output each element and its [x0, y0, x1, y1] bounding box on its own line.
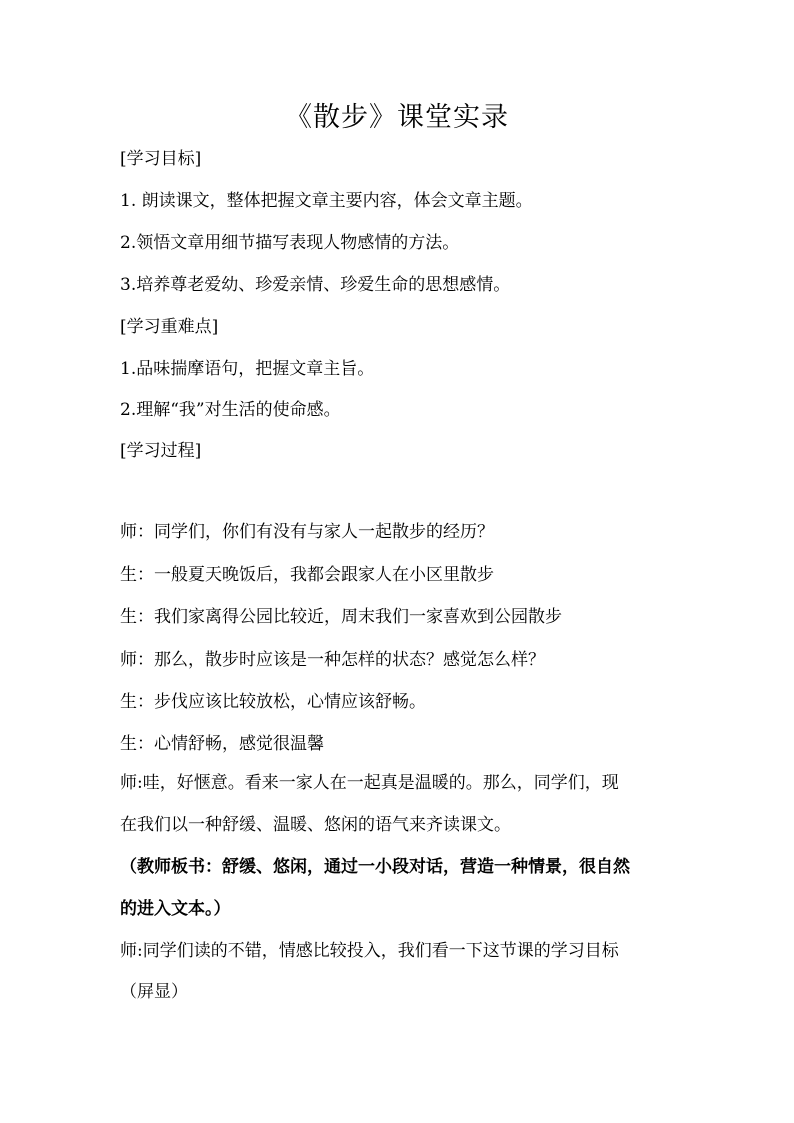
dialogue-line-2: 生：一般夏天晚饭后，我都会跟家人在小区里散步 [120, 565, 494, 585]
dialogue-line-8: 在我们以一种舒缓、温暖、悠闲的语气来齐读课文。 [120, 815, 511, 835]
objective-item-2: 2.领悟文章用细节描写表现人物感情的方法。 [120, 233, 460, 253]
dialogue-line-3: 生：我们家离得公园比较近，周末我们一家喜欢到公园散步 [120, 607, 562, 627]
key-points-heading: [学习重难点] [120, 317, 219, 337]
dialogue-line-4: 师：那么，散步时应该是一种怎样的状态？感觉怎么样？ [120, 650, 545, 670]
teacher-note-line-2: 的进入文本。） [120, 899, 231, 919]
dialogue-line-10: （屏显） [120, 982, 188, 1002]
objectives-heading: [学习目标] [120, 149, 202, 169]
objective-item-1: 1. 朗读课文，整体把握文章主要内容，体会文章主题。 [120, 191, 533, 211]
page-title: 《散步》课堂实录 [285, 102, 509, 133]
dialogue-line-5: 生：步伐应该比较放松，心情应该舒畅。 [120, 692, 426, 712]
objective-item-3: 3.培养尊老爱幼、珍爱亲情、珍爱生命的思想感情。 [120, 275, 511, 295]
teacher-note-line-1: （教师板书：舒缓、悠闲，通过一小段对话，营造一种情景，很自然 [120, 857, 630, 877]
dialogue-line-1: 师：同学们，你们有没有与家人一起散步的经历？ [120, 522, 494, 542]
dialogue-line-6: 生：心情舒畅，感觉很温馨 [120, 734, 324, 754]
process-heading: [学习过程] [120, 441, 202, 461]
dialogue-line-9: 师:同学们读的不错，情感比较投入，我们看一下这节课的学习目标 [120, 941, 619, 961]
key-point-item-1: 1.品味揣摩语句，把握文章主旨。 [120, 359, 375, 379]
dialogue-line-7: 师:哇，好惬意。看来一家人在一起真是温暖的。那么，同学们，现 [120, 773, 619, 793]
key-point-item-2: 2.理解“我”对生活的使命感。 [120, 400, 341, 420]
